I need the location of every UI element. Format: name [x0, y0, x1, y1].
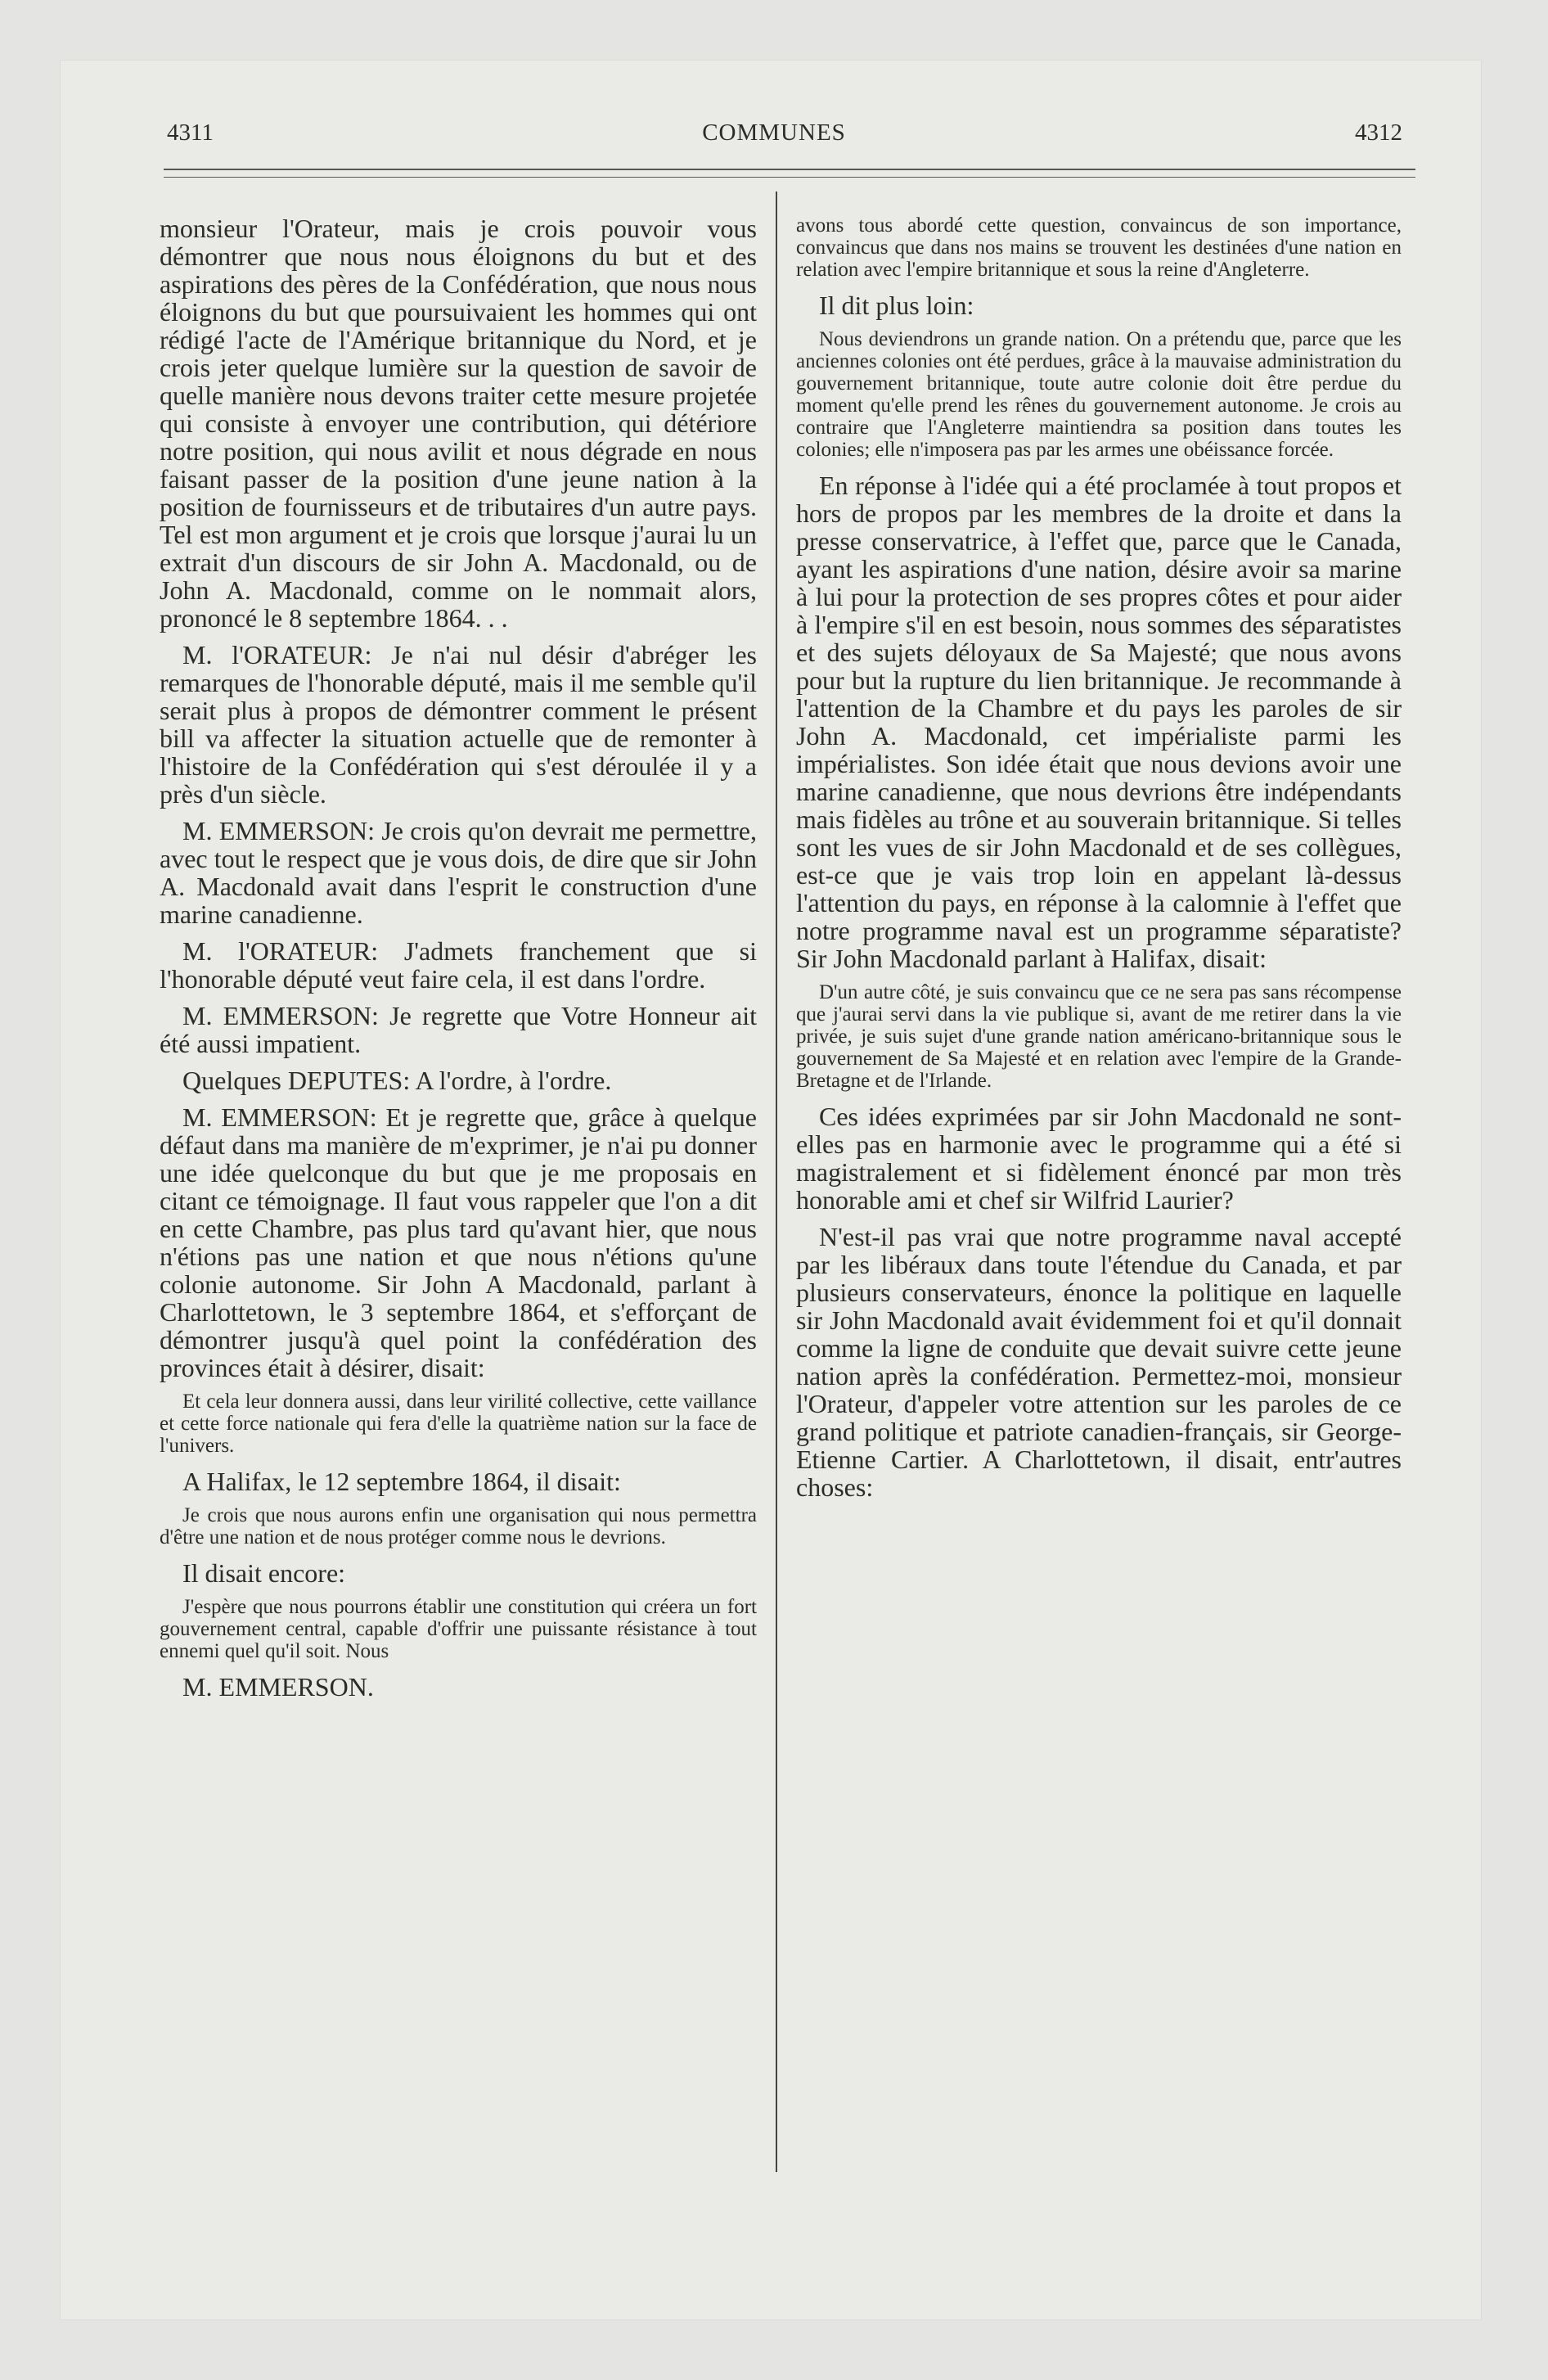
- paragraph: M. l'ORATEUR: J'admets franchement que si l'honorable député veut faire cela, il est dans l'ordre.: [160, 936, 757, 994]
- paragraph: Il dit plus loin:: [819, 291, 974, 320]
- quotation: J'espère que nous pourrons établir une constitution qui créera un fort gouvernement central, capable d'offrir une puissante résistance à tout ennemi quel qu'il soit. Nous: [160, 1596, 757, 1662]
- page-number-right: 4312: [1355, 119, 1402, 146]
- paragraph: M. EMMERSON: Je crois qu'on devrait me permettre, avec tout le respect que je vous dois, de dire que sir John A. Macdonald avait dans l'esprit le construction d'une marine canadienne.: [160, 816, 757, 929]
- quotation-continued: avons tous abordé cette question, convaincus de son importance, convaincus que dans nos mains se trouvent les destinées d'une nation en relation avec l'empire britannique et sous la reine d'Angleterre.: [796, 214, 1402, 281]
- header-rule: [164, 169, 1415, 170]
- page-number-left: 4311: [167, 119, 214, 146]
- paragraph: M. EMMERSON: Et je regrette que, grâce à quelque défaut dans ma manière de m'exprimer, je n'ai pu donner une idée quelconque du but que je me proposais en citant ce témoignage. Il faut vous rappeler que l'on a dit en cette Chambre, pas plus tard qu'avant hier, que nous n'étions pas une nation et que nous n'étions qu'une colonie autonome. Sir John A Macdonald, parlant à Charlottetown, le 3 septembre 1864, et s'efforçant de démontrer jusqu'à quel point la confédération des provinces était à désirer, disait:: [160, 1102, 757, 1382]
- right-column: [796, 214, 1402, 1510]
- quotation: Et cela leur donnera aussi, dans leur virilité collective, cette vaillance et cette force nationale qui fera d'elle la quatrième nation sur la face de l'univers.: [160, 1391, 757, 1457]
- paragraph: Ces idées exprimées par sir John Macdonald ne sont-elles pas en harmonie avec le programme qui a été si magistralement et si fidèlement énoncé par mon très honorable ami et chef sir Wilfrid Laurier?: [796, 1102, 1402, 1215]
- column-separator: [776, 192, 777, 2172]
- quotation: Nous deviendrons un grande nation. On a prétendu que, parce que les anciennes colonies ont été perdues, grâce à la mauvaise administration du gouvernement britannique, toute autre colonie doit être perdue du moment qu'elle prend les rênes du gouvernement autonome. Je crois au contraire que l'Angleterre maintiendra sa position dans toutes les colonies; elle n'imposera pas par les armes une obéissance forcée.: [796, 328, 1402, 461]
- paragraph: Il disait encore:: [182, 1558, 346, 1588]
- quotation: Je crois que nous aurons enfin une organisation qui nous permettra d'être une nation et de nous protéger comme nous le devrions.: [160, 1504, 757, 1548]
- paragraph: M. EMMERSON: Je regrette que Votre Honneur ait été aussi impatient.: [160, 1001, 757, 1058]
- running-header-title: COMMUNES: [702, 119, 846, 146]
- speaker-footer: M. EMMERSON.: [182, 1672, 374, 1702]
- paragraph: M. l'ORATEUR: Je n'ai nul désir d'abréger les remarques de l'honorable député, mais il me semble qu'il serait plus à propos de démontrer comment le présent bill va affecter la situation actuelle que de remonter à l'histoire de la Confédération qui s'est déroulée il y a près d'un siècle.: [160, 640, 757, 809]
- paragraph: A Halifax, le 12 septembre 1864, il disait:: [182, 1467, 621, 1496]
- left-column: [160, 214, 757, 1710]
- quotation: D'un autre côté, je suis convaincu que ce ne sera pas sans récompense que j'aurai servi dans la vie publique si, avant de me retirer dans la vie privée, je suis sujet d'une grande nation américano-britannique sous le gouvernement de Sa Majesté et en relation avec l'empire de la Grande-Bretagne et de l'Irlande.: [796, 981, 1402, 1092]
- paragraph: monsieur l'Orateur, mais je crois pouvoir vous démontrer que nous nous éloignons du but et des aspirations des pères de la Confédération, que nous nous éloignons du but que poursuivaient les hommes qui ont rédigé l'acte de l'Amérique britannique du Nord, et je crois jeter quelque lumière sur la question de savoir de quelle manière nous devons traiter cette mesure projetée qui consiste à envoyer une contribution, qui détériore notre position, qui nous avilit et nous dégrade en nous faisant passer de la position d'une jeune nation à la position de fournisseurs et de tributaires d'un autre pays. Tel est mon argument et je crois que lorsque j'aurai lu un extrait d'un discours de sir John A. Macdonald, ou de John A. Macdonald, comme on le nommait alors, prononcé le 8 septembre 1864. . .: [160, 214, 757, 633]
- header-rule-thin: [164, 177, 1415, 178]
- paragraph: N'est-il pas vrai que notre programme naval accepté par les libéraux dans toute l'étendue du Canada, et par plusieurs conservateurs, énonce la politique en laquelle sir John Macdonald avait évidemment foi et qu'il donnait comme la ligne de conduite que devait suivre cette jeune nation après la confédération. Permettez-moi, monsieur l'Orateur, d'appeler votre attention sur les paroles de ce grand politique et patriote canadien-français, sir George-Etienne Cartier. A Charlottetown, il disait, entr'autres choses:: [796, 1222, 1402, 1502]
- paragraph: En réponse à l'idée qui a été proclamée à tout propos et hors de propos par les membres de la droite et dans la presse conservatrice, à l'effet que, parce que le Canada, ayant les aspirations d'une nation, désire avoir sa marine à lui pour la protection de ses propres côtes et pour aider à l'empire s'il en est besoin, nous sommes des séparatistes et des sujets déloyaux de Sa Majesté; que nous avons pour but la rupture du lien britannique. Je recommande à l'attention de la Chambre et du pays les paroles de sir John A. Macdonald, cet impérialiste parmi les impérialistes. Son idée était que nous devions avoir une marine canadienne, que nous devrions être indépendants mais fidèles au trône et au souverain britannique. Si telles sont les vues de sir John Macdonald et de ses collègues, est-ce que je vais trop loin en appelant là-dessus l'attention du pays, en réponse à la calomnie à l'effet que notre programme naval est un programme séparatiste? Sir John Macdonald parlant à Halifax, disait:: [796, 471, 1402, 973]
- paragraph: Quelques DEPUTES: A l'ordre, à l'ordre.: [182, 1066, 612, 1095]
